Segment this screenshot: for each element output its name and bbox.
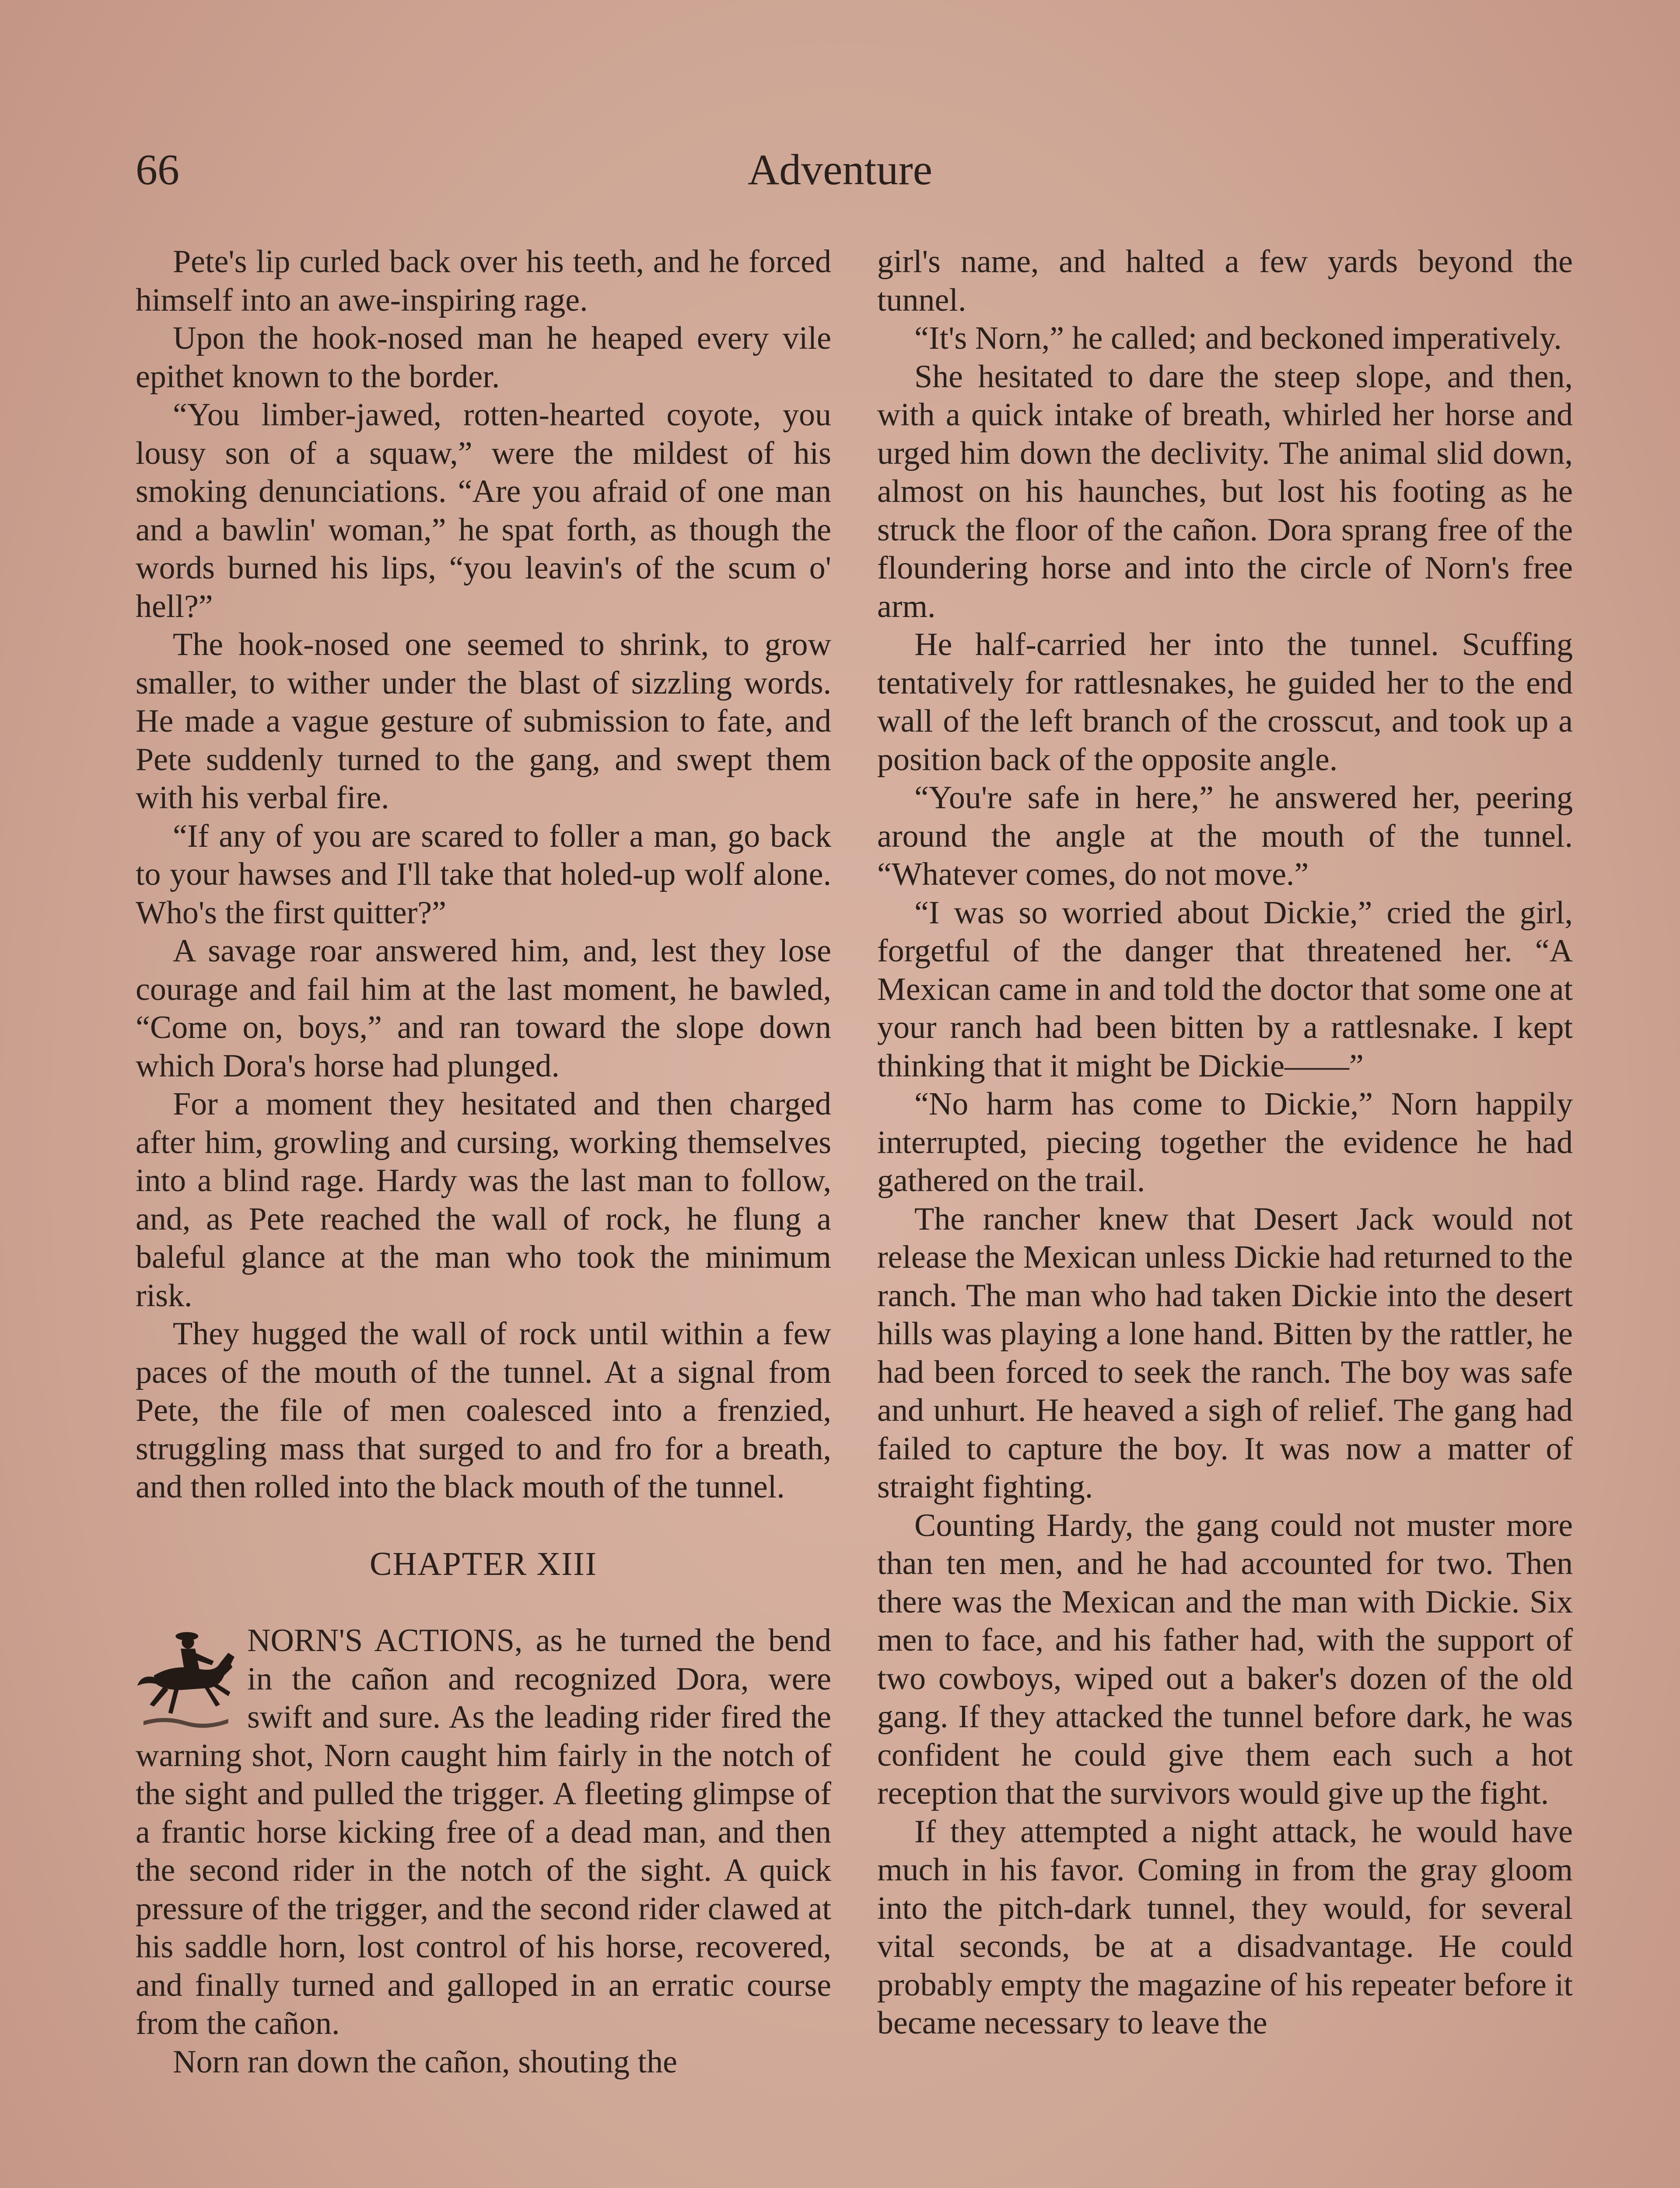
chapter-opening-text: as he turned the bend in the cañon and recognized Dora, were swift and sure. As the leading rider fired the warning shot, Norn caught him fairly in the notch of the sight and pulled the trigger. A fleeting glimpse of a frantic horse kicking free of a dead man, and then the second rider in the notch of the sight. A quick pressure of the trigger, and the second rider clawed at his saddle horn, lost control of his horse, recovered, and finally turned and galloped in an erratic course from the cañon. [136,1623,831,2041]
paragraph: “I was so worried about Dickie,” cried the girl, forgetful of the danger that threatened her. “A Mexican came in and told the doctor that some one at your ranch had been bitten by a rattlesnake. I kept thinking that it might be Dickie——” [877,894,1573,1084]
paragraph: “You're safe in here,” he answered her, peering around the angle at the mouth of the tunnel. “Whatever comes, do not move.” [877,780,1573,892]
chapter-opening-caps: NORN'S ACTIONS, [247,1623,523,1659]
paragraph: Norn ran down the cañon, shouting the [173,2044,677,2080]
page-header [136,144,1544,210]
paragraph: “You limber-jawed, rotten-hearted coyote, you lousy son of a squaw,” were the mildest of his smoking denunciations. “Are you afraid of one man and a bawlin' woman,” he spat forth, as though the words burned his lips, “you leavin's of the scum o' hell?” [136,397,831,624]
paragraph: The hook-nosed one seemed to shrink, to grow smaller, to wither under the blast of sizzling words. He made a vague gesture of submission to fate, and Pete suddenly turned to the gang, and swept them with his verbal fire. [136,627,831,816]
paragraph: “No harm has come to Dickie,” Norn happily interrupted, piecing together the evidence he had gathered on the trail. [877,1086,1573,1199]
paragraph: A savage roar answered him, and, lest they lose courage and fail him at the last moment, he bawled, “Come on, boys,” and ran toward the slope down which Dora's horse had plunged. [136,933,831,1084]
paragraph: They hugged the wall of rock until within a few paces of the mouth of the tunnel. At a signal from Pete, the file of men coalesced into a frenzied, struggling mass that surged to and fro for a breath, and then rolled into the black mouth of the tunnel. [136,1316,831,1505]
page-number: 66 [136,145,179,194]
continued-paragraph: girl's name, and halted a few yards beyond the tunnel. [877,244,1573,318]
paragraph: Upon the hook-nosed man he heaped every vile epithet known to the border. [136,320,831,395]
running-title: Adventure [747,145,933,194]
paragraph: “If any of you are scared to foller a man, go back to your hawses and I'll take that holed-up wolf alone. Who's the first quitter?” [136,818,831,931]
paragraph: He half-carried her into the tunnel. Scuffing tentatively for rattlesnakes, he guided her to the end wall of the left branch of the crosscut, and took up a position back of the opposite angle. [877,627,1573,778]
paragraph: Pete's lip curled back over his teeth, and he forced himself into an awe-inspiring rage. [136,244,831,318]
paragraph: If they attempted a night attack, he would have much in his favor. Coming in from the gray gloom into the pitch-dark tunnel, they would, for several vital seconds, be at a disadvantage. He could probably empty the magazine of his repeater before it became necessary to leave the [877,1813,1573,2041]
paragraph: For a moment they hesitated and then charged after him, growling and cursing, working themselves into a blind rage. Hardy was the last man to follow, and, as Pete reached the wall of rock, he flung a baleful glance at the man who took the minimum risk. [136,1086,831,1314]
chapter-opening-paragraph [136,1622,831,2043]
paragraph: Counting Hardy, the gang could not muster more than ten men, and he had accounted for two. Then there was the Mexican and the man with Dickie. Six men to face, and his father had, with the support of two cowboys, wiped out a baker's dozen of the old gang. If they attacked the tunnel before dark, he was confident he could give them each such a hot reception that the survivors would give up the fight. [877,1507,1573,1811]
paragraph: The rancher knew that Desert Jack would not release the Mexican unless Dickie had returned to the ranch. The man who had taken Dickie into the desert hills was playing a lone hand. Bitten by the rattler, he had been forced to seek the ranch. The boy was safe and unhurt. He heaved a sigh of relief. The gang had failed to capture the boy. It was now a matter of straight fighting. [877,1201,1573,1505]
paragraph: She hesitated to dare the steep slope, and then, with a quick intake of breath, whirled her horse and urged him down the declivity. The animal slid down, almost on his haunches, but lost his footing as he struck the floor of the cañon. Dora sprang free of the floundering horse and into the circle of Norn's free arm. [877,358,1573,624]
left-column [136,243,831,2081]
right-column [877,243,1573,2043]
horse-and-rider-icon [131,1622,238,1736]
chapter-heading-text: CHAPTER XIII [369,1545,598,1582]
paragraph: “It's Norn,” he called; and beckoned imperatively. [914,320,1562,356]
chapter-heading [136,1545,831,1584]
